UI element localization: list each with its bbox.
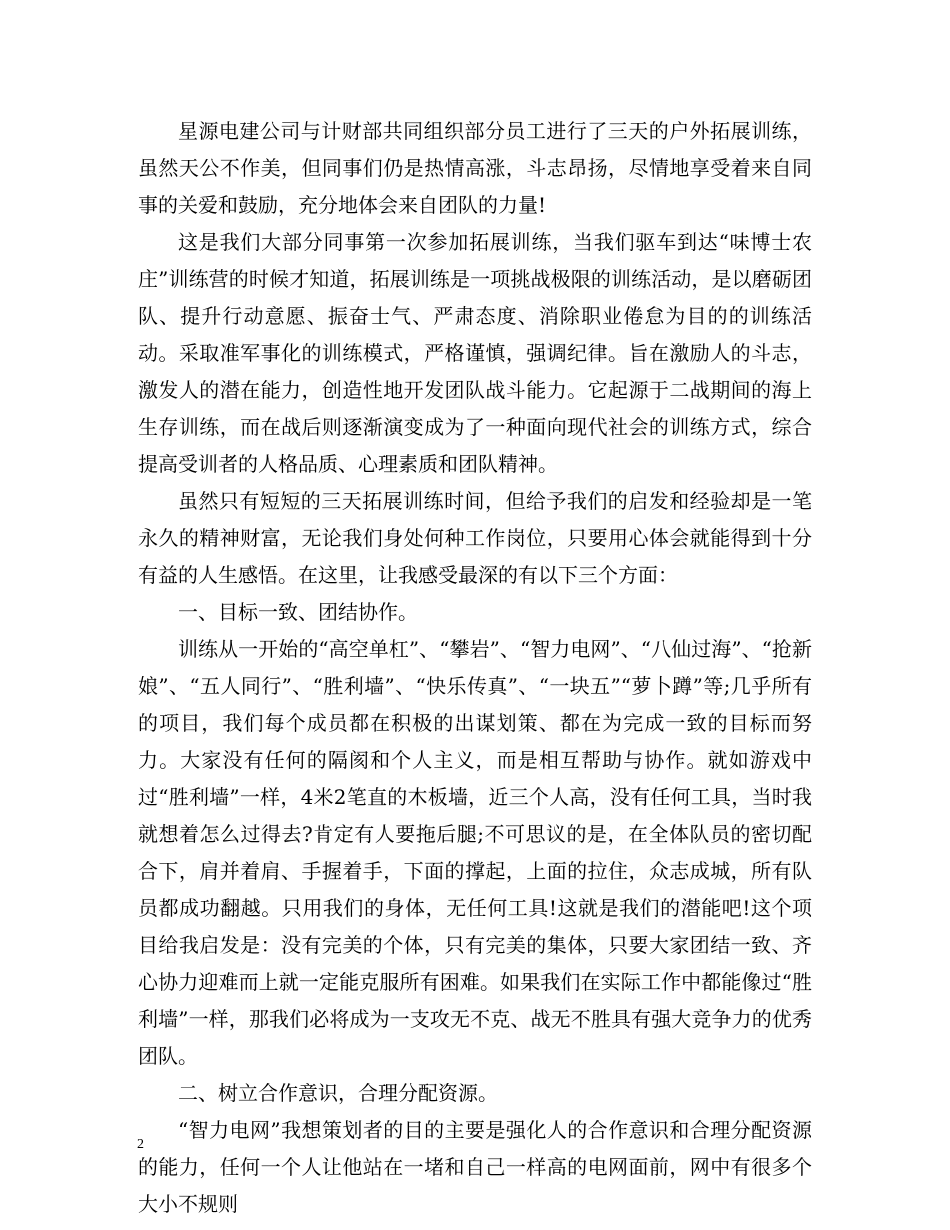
paragraph-cooperation: “智力电网”我想策划者的目的主要是强化人的合作意识和合理分配资源的能力，任何一个人让他站在一堵和自己一样高的电网面前，网中有很多个大小不规则 [138, 1118, 812, 1216]
section-heading-1: 一、目标一致、团结协作。 [178, 600, 418, 624]
document-body [138, 113, 812, 1223]
paragraph-insights: 虽然只有短短的三天拓展训练时间，但给予我们的启发和经验却是一笔永久的精神财富，无论我们身处何种工作岗位，只要用心体会就能得到十分有益的人生感悟。在这里，让我感受最深的有以下三个方面： [138, 489, 812, 587]
section-heading-2: 二、树立合作意识，合理分配资源。 [178, 1081, 498, 1105]
page-number: 2 [137, 1137, 144, 1152]
paragraph-training-description: 这是我们大部分同事第一次参加拓展训练，当我们驱车到达“味博士农庄”训练营的时候才知道，拓展训练是一项挑战极限的训练活动，是以磨砺团队、提升行动意愿、振奋士气、严肃态度、消除职业倦怠为目的的训练活动。采取准军事化的训练模式，严格谨慎，强调纪律。旨在激励人的斗志，激发人的潜在能力，创造性地开发团队战斗能力。它起源于二战期间的海上生存训练，而在战后则逐渐演变成为了一种面向现代社会的训练方式，综合提高受训者的人格品质、心理素质和团队精神。 [138, 230, 812, 476]
paragraph-intro: 星源电建公司与计财部共同组织部分员工进行了三天的户外拓展训练，虽然天公不作美，但同事们仍是热情高涨，斗志昂扬，尽情地享受着来自同事的关爱和鼓励，充分地体会来自团队的力量! [138, 119, 812, 217]
paragraph-teamwork: 训练从一开始的“高空单杠”、“攀岩”、“智力电网”、“八仙过海”、“抢新娘”、“五人同行”、“胜利墙”、“快乐传真”、“一块五”“萝卜蹲”等;几乎所有的项目，我们每个成员都在积极的出谋划策、都在为完成一致的目标而努力。大家没有任何的隔阂和个人主义，而是相互帮助与协作。就如游戏中过“胜利墙”一样，4米2笔直的木板墙，近三个人高，没有任何工具，当时我就想着怎么过得去?肯定有人要拖后腿;不可思议的是，在全体队员的密切配合下，肩并着肩、手握着手，下面的撑起，上面的拉住，众志成城，所有队员都成功翻越。只用我们的身体，无任何工具!这就是我们的潜能吧!这个项目给我启发是：没有完美的个体，只有完美的集体，只要大家团结一致、齐心协力迎难而上就一定能克服所有困难。如果我们在实际工作中都能像过“胜利墙”一样，那我们必将成为一支攻无不克、战无不胜具有强大竞争力的优秀团队。 [138, 637, 812, 1068]
